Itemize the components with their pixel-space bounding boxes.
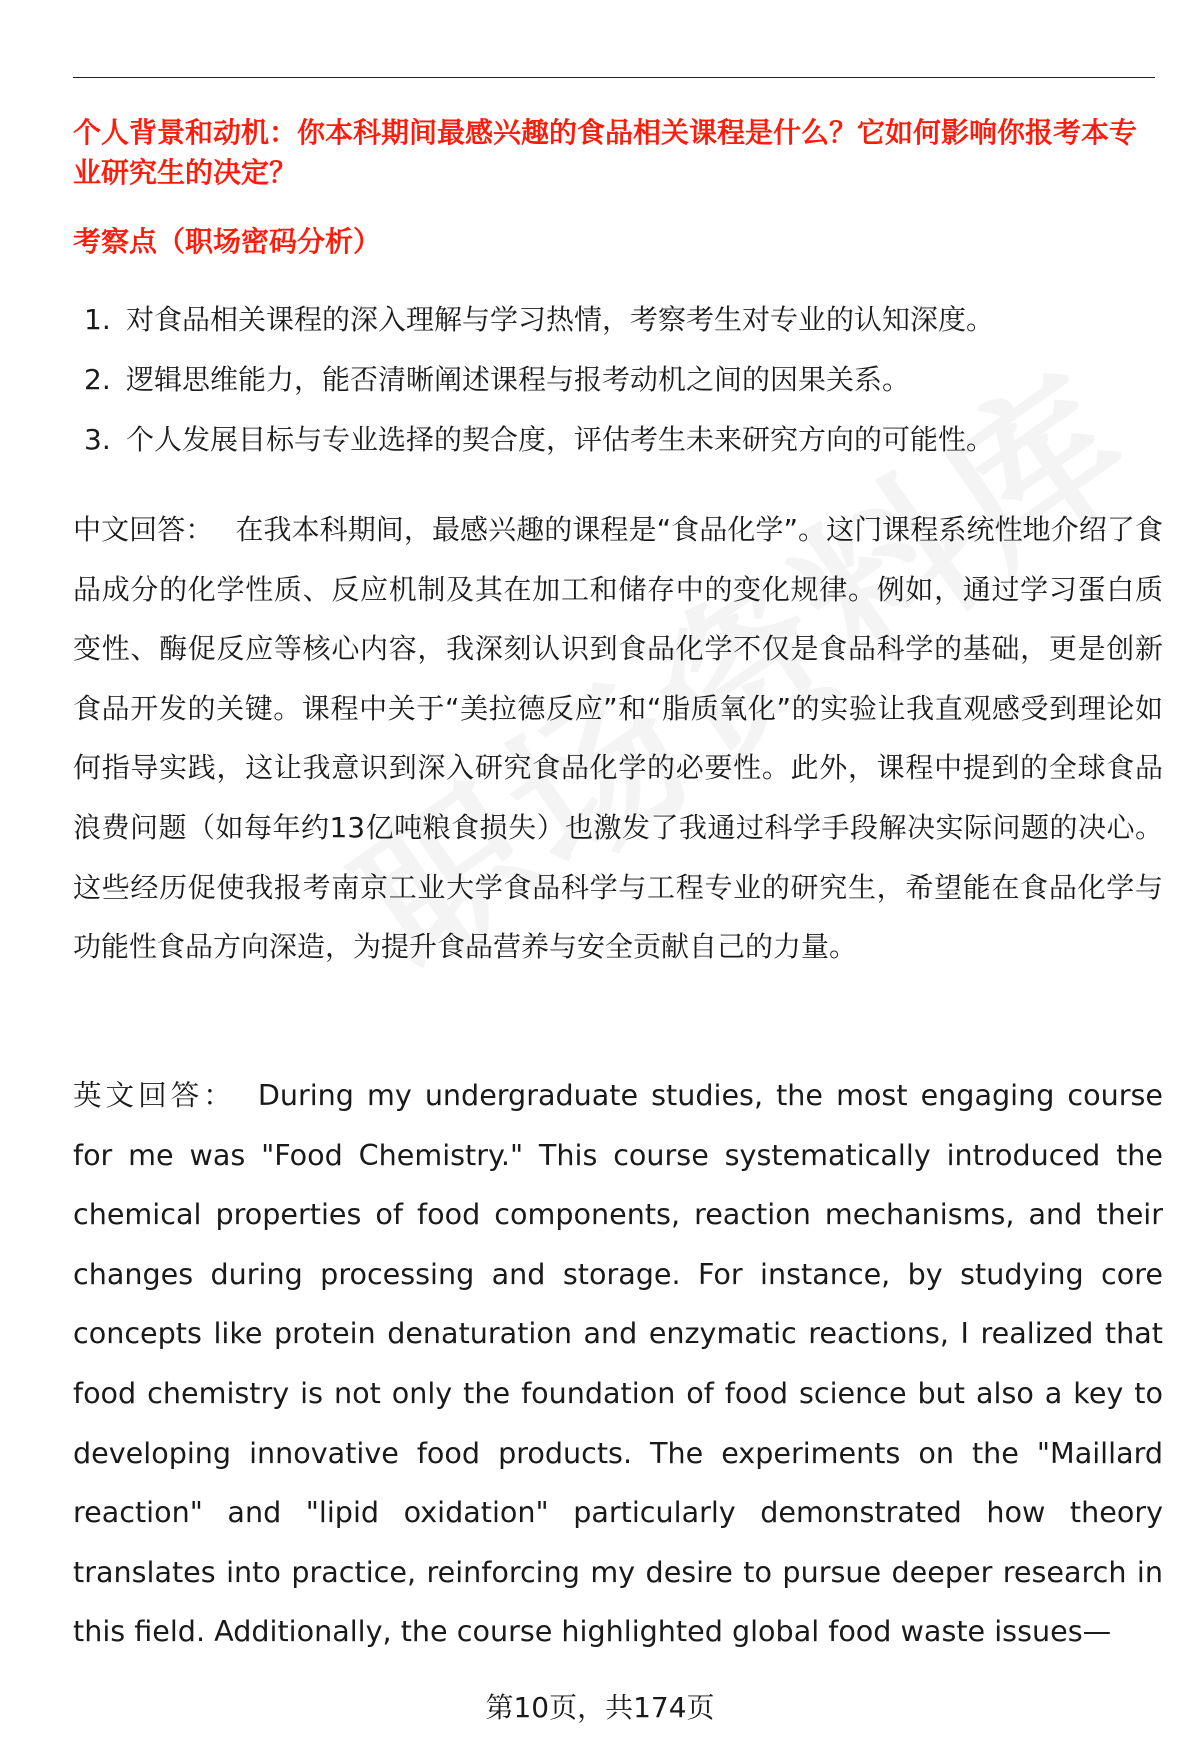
list-item-number: 1. [84,303,111,336]
english-answer-label: 英文回答： [73,1078,236,1112]
list-item-number: 2. [84,363,111,396]
question-heading: 个人背景和动机：你本科期间最感兴趣的食品相关课程是什么？它如何影响你报考本专业研究生的决定？ [73,116,1138,189]
english-answer-text: During my undergraduate studies, the most engaging course for me was "Food Chemistry." This course systematically introduced the chemical properties of food components, reaction mechanisms, and their changes during processing and storage. For instance, by studying core concepts like protein denaturation and enzymatic reactions, I realized that food chemistry is not only the foundation of food science but also a key to developing innovative food products. The experiments on the "Maillard reaction" and "lipid oxidation" particularly demonstrated how theory translates into practice, reinforcing my desire to pursue deeper research in this field. Additionally, the course highlighted global food waste issues— [73,1078,1163,1649]
list-item-text: 对食品相关课程的深入理解与学习热情，考察考生对专业的认知深度。 [126,303,995,336]
list-item-text: 逻辑思维能力，能否清晰阐述课程与报考动机之间的因果关系。 [126,363,911,396]
list-item [84,360,1164,400]
assessment-points-list [84,300,1164,480]
assessment-points-heading: 考察点（职场密码分析） [73,225,382,258]
chinese-answer-text: 在我本科期间，最感兴趣的课程是“食品化学”。这门课程系统性地介绍了食品成分的化学性质、反应机制及其在加工和储存中的变化规律。例如，通过学习蛋白质变性、酶促反应等核心内容，我深刻认识到食品化学不仅是食品科学的基础，更是创新食品开发的关键。课程中关于“美拉德反应”和“脂质氧化”的实验让我直观感受到理论如何指导实践，这让我意识到深入研究食品化学的必要性。此外，课程中提到的全球食品浪费问题（如每年约13亿吨粮食损失）也激发了我通过科学手段解决实际问题的决心。这些经历促使我报考南京工业大学食品科学与工程专业的研究生，希望能在食品化学与功能性食品方向深造，为提升食品营养与安全贡献自己的力量。 [73,513,1163,964]
list-item [84,300,1164,340]
english-answer [73,1066,1163,1662]
top-rule [73,77,1155,78]
page-number-footer: 第10页，共174页 [485,1691,715,1724]
chinese-answer [73,500,1163,977]
list-item-text: 个人发展目标与专业选择的契合度，评估考生未来研究方向的可能性。 [126,423,995,456]
list-item [84,420,1164,460]
list-item-number: 3. [84,423,111,456]
chinese-answer-label: 中文回答： [73,513,214,546]
